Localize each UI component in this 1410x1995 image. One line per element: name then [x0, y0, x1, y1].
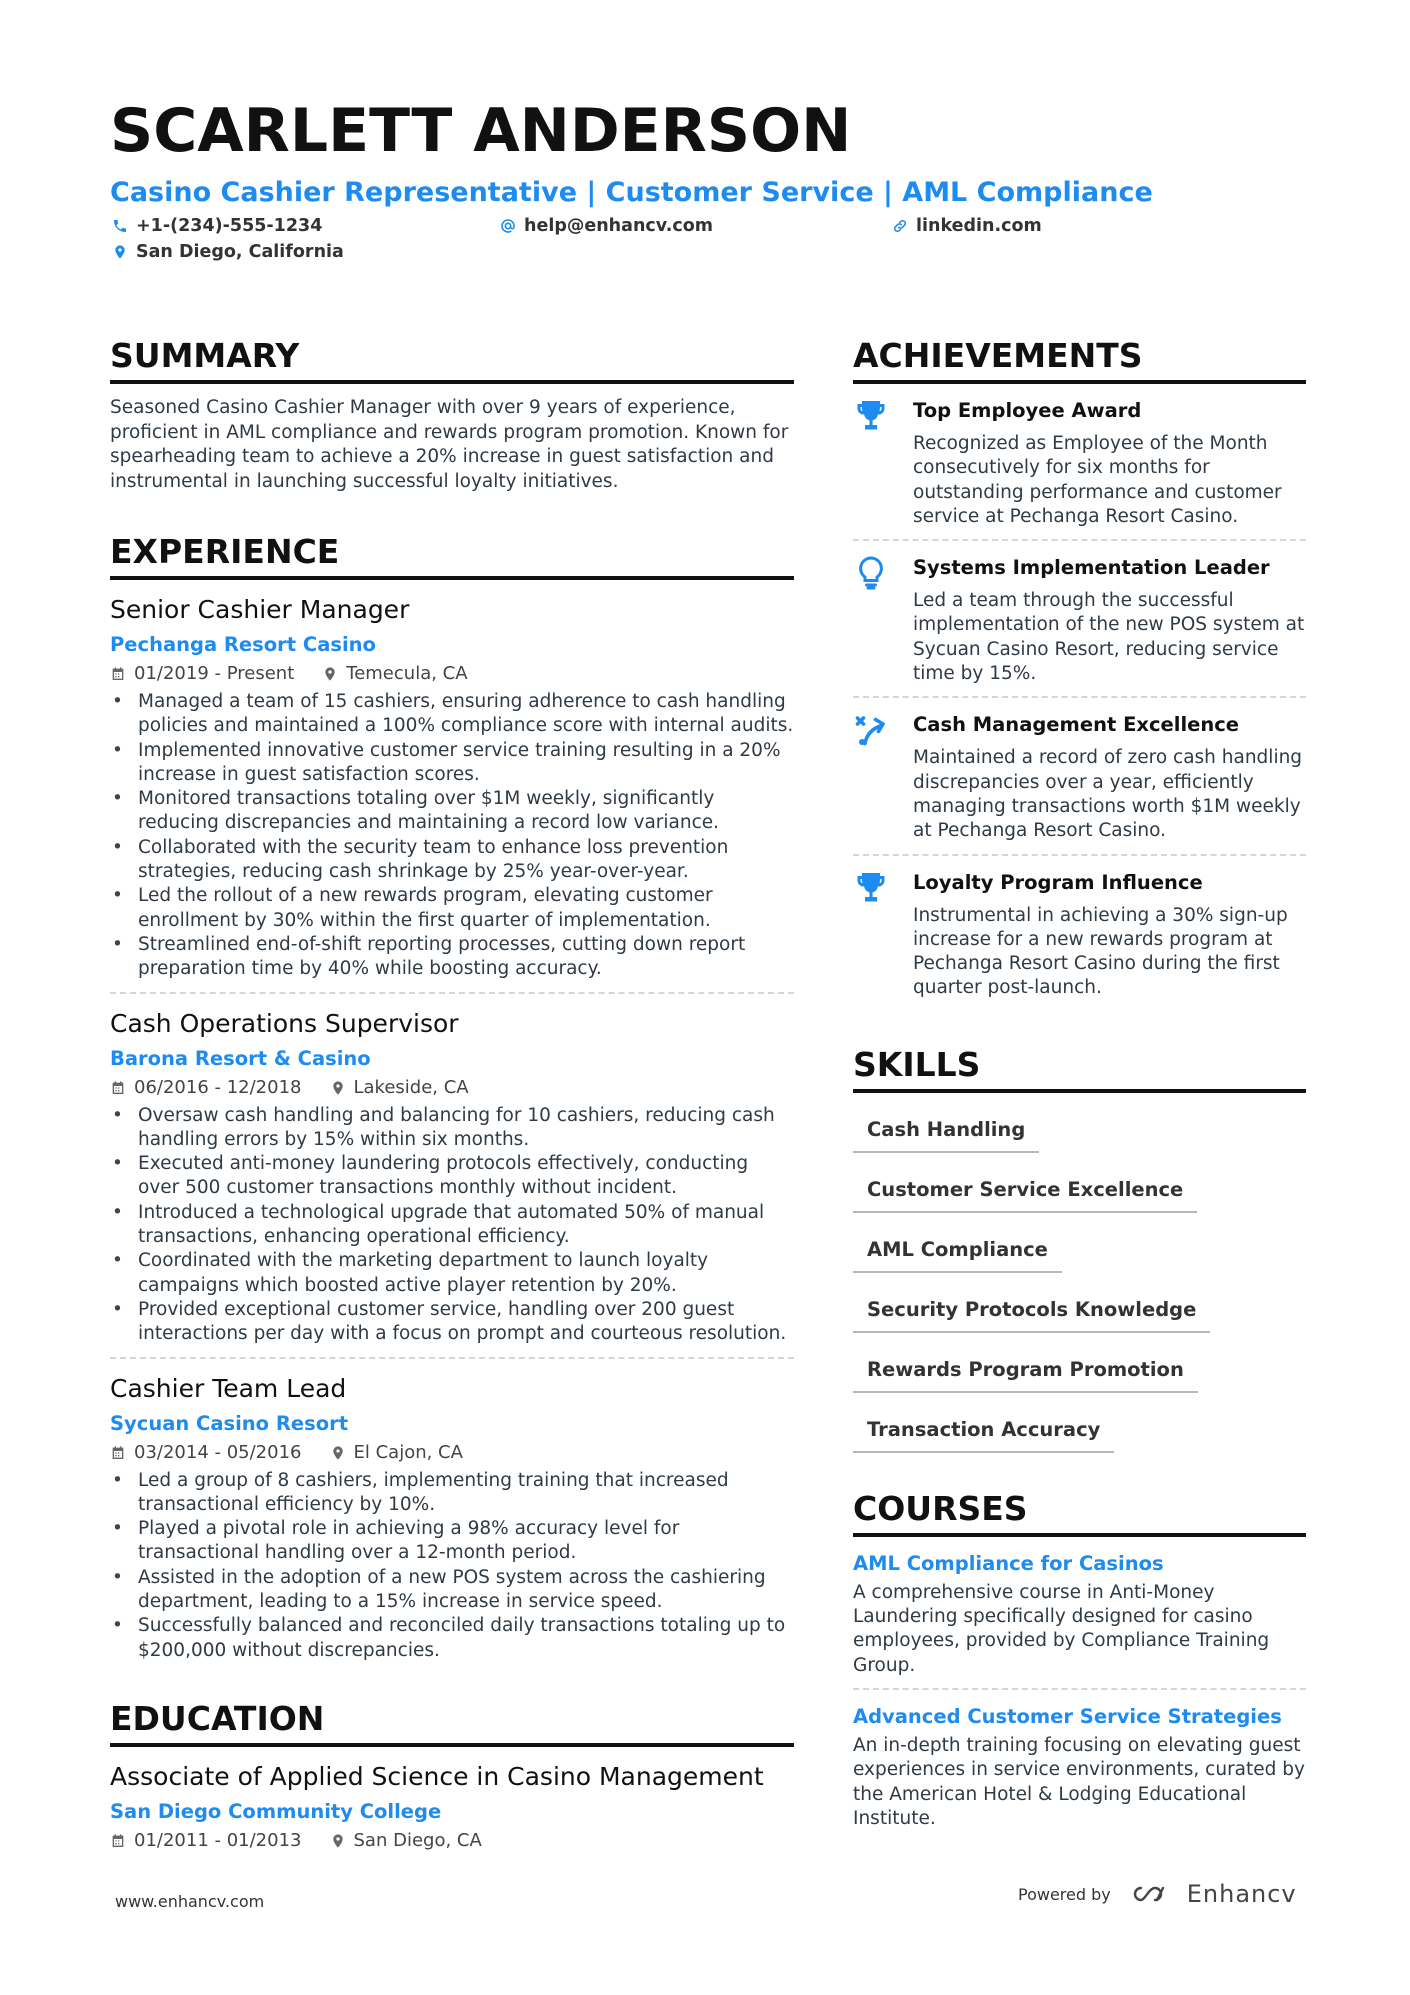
enhancv-logo-icon — [1127, 1882, 1171, 1906]
experience-entry — [110, 1373, 794, 1663]
skill-tag: Cash Handling — [853, 1109, 1039, 1153]
bullet-item: • Introduced a technological upgrade that automated 50% of manual transactions, enhancing operational efficiency. — [110, 1201, 794, 1250]
job-location: Lakeside, CA — [353, 1076, 469, 1098]
contact-linkedin[interactable] — [892, 216, 1042, 236]
job-meta — [110, 662, 794, 686]
calendar-icon — [110, 1833, 126, 1849]
achievement-item — [853, 698, 1306, 853]
skill-tag: Security Protocols Knowledge — [853, 1289, 1210, 1333]
lightbulb-icon — [853, 555, 889, 591]
right-column — [853, 336, 1306, 1831]
education-heading: EDUCATION — [110, 1699, 794, 1747]
phone-icon — [112, 218, 128, 234]
achievement-desc: Recognized as Employee of the Month consecutively for six months for outstanding performance and customer service at Pechanga Resort Casino. — [913, 433, 1282, 527]
summary-text: Seasoned Casino Cashier Manager with over 9 years of experience, proficient in AML compliance and rewards program promotion. Known for spearheading team to achieve a 20% increase in guest satisfaction and instrumental in launching successful loyalty initiatives. — [110, 397, 789, 492]
bullet-item: • Oversaw cash handling and balancing for 10 cashiers, reducing cash handling errors by 15% within six months. — [110, 1104, 794, 1153]
entry-divider — [110, 1357, 794, 1359]
education-meta — [110, 1829, 794, 1853]
company-name: Barona Resort & Casino — [110, 1046, 371, 1070]
trophy-icon — [853, 398, 889, 434]
job-bullets — [110, 690, 794, 982]
email-text: help@enhancv.com — [524, 216, 714, 236]
job-bullets — [110, 1104, 794, 1347]
linkedin-text: linkedin.com — [916, 216, 1042, 236]
entry-divider — [110, 992, 794, 994]
course-desc: An in-depth training focusing on elevating guest experiences in service environments, curated by the American Hotel & Lodging Educational Institute. — [853, 1734, 1305, 1829]
course-title: Advanced Customer Service Strategies — [853, 1704, 1282, 1728]
bullet-item: • Coordinated with the marketing department to launch loyalty campaigns which boosted active player retention by 20%. — [110, 1249, 794, 1298]
achievement-item — [853, 541, 1306, 696]
job-location: Temecula, CA — [346, 663, 468, 684]
course-item — [853, 1704, 1306, 1831]
job-title: Senior Cashier Manager — [110, 595, 410, 624]
bullet-item: • Monitored transactions totaling over $1M weekly, significantly reducing discrepancies and maintaining a record low variance. — [110, 787, 794, 836]
candidate-name: SCARLETT ANDERSON — [110, 96, 852, 166]
school-name: San Diego Community College — [110, 1799, 442, 1823]
contact-info — [110, 212, 1306, 266]
company-name: Pechanga Resort Casino — [110, 633, 376, 656]
course-item — [853, 1551, 1306, 1678]
bullet-item: • Implemented innovative customer service training resulting in a 20% increase in guest satisfaction scores. — [110, 739, 794, 788]
calendar-icon — [110, 1080, 126, 1096]
skill-tag: AML Compliance — [853, 1229, 1062, 1273]
achievement-desc: Maintained a record of zero cash handling discrepancies over a year, efficiently managing transactions worth $1M weekly at Pechanga Resort Casino. — [913, 747, 1303, 842]
skill-tag: Transaction Accuracy — [853, 1409, 1114, 1453]
bullet-item: • Streamlined end-of-shift reporting processes, cutting down report preparation time by 40% while boosting accuracy. — [110, 933, 794, 982]
skills-list — [853, 1101, 1306, 1453]
location-pin-icon — [330, 1080, 346, 1096]
footer-website[interactable]: www.enhancv.com — [115, 1892, 265, 1911]
location-pin-icon — [330, 1833, 346, 1849]
job-dates: 03/2014 - 05/2016 — [134, 1441, 302, 1463]
course-desc: A comprehensive course in Anti-Money Laundering specifically designed for casino employees, provided by Compliance Training Group. — [853, 1581, 1270, 1676]
calendar-icon — [110, 666, 126, 682]
bullet-item: • Managed a team of 15 cashiers, ensuring adherence to cash handling policies and maintained a 100% compliance score with internal audits. — [110, 690, 794, 739]
course-divider — [853, 1688, 1306, 1690]
bullet-item: • Led the rollout of a new rewards program, elevating customer enrollment by 30% within the first quarter of implementation. — [110, 884, 794, 933]
job-title: Cash Operations Supervisor — [110, 1008, 459, 1038]
education-dates: 01/2011 - 01/2013 — [134, 1829, 302, 1851]
education-entry — [110, 1761, 794, 1853]
experience-entry — [110, 594, 794, 994]
bullet-item: • Executed anti-money laundering protocols effectively, conducting over 500 customer transactions monthly without incident. — [110, 1152, 794, 1201]
resume-page — [110, 96, 1306, 1851]
skill-tag: Rewards Program Promotion — [853, 1349, 1198, 1393]
job-title: Cashier Team Lead — [110, 1373, 347, 1403]
job-location: El Cajon, CA — [353, 1441, 463, 1463]
location-pin-icon — [112, 244, 128, 260]
job-bullets — [110, 1469, 794, 1663]
contact-email[interactable] — [500, 216, 713, 236]
contact-location — [112, 242, 344, 262]
skills-heading: SKILLS — [853, 1045, 1306, 1093]
achievement-desc: Led a team through the successful implementation of the new POS system at Sycuan Casino Resort, reducing service time by 15%. — [913, 590, 1305, 685]
achievements-heading: ACHIEVEMENTS — [853, 336, 1306, 384]
achievement-desc: Instrumental in achieving a 30% sign-up increase for a new rewards program at Pechanga Resort Casino during the first quarter post-launch. — [913, 904, 1288, 999]
achievement-title: Systems Implementation Leader — [913, 556, 1270, 580]
candidate-title: Casino Cashier Representative | Customer Service | AML Compliance — [110, 177, 1153, 208]
education-location: San Diego, CA — [353, 1829, 482, 1851]
achievement-title: Top Employee Award — [913, 399, 1142, 422]
achievement-item — [853, 856, 1306, 1011]
location-pin-icon — [330, 1445, 346, 1461]
phone-text: +1-(234)-555-1234 — [136, 216, 323, 236]
courses-heading: COURSES — [853, 1489, 1306, 1537]
achievement-title: Loyalty Program Influence — [913, 870, 1203, 894]
strategy-icon — [853, 712, 889, 748]
bullet-item: • Collaborated with the security team to enhance loss prevention strategies, reducing cash shrinkage by 25% year-over-year. — [110, 836, 794, 885]
bullet-item: • Assisted in the adoption of a new POS system across the cashiering department, leading to a 15% increase in service speed. — [110, 1566, 794, 1615]
job-meta — [110, 1076, 794, 1100]
bullet-item: • Led a group of 8 cashiers, implementing training that increased transactional efficiency by 10%. — [110, 1469, 794, 1518]
achievement-title: Cash Management Excellence — [913, 713, 1240, 737]
link-icon — [892, 218, 908, 234]
achievement-item — [853, 384, 1306, 539]
footer-branding — [1018, 1880, 1297, 1908]
summary-heading: SUMMARY — [110, 336, 794, 384]
calendar-icon — [110, 1445, 126, 1461]
job-dates: 06/2016 - 12/2018 — [134, 1076, 302, 1098]
experience-entry — [110, 1008, 794, 1359]
brand-name: Enhancv — [1186, 1880, 1297, 1908]
job-dates: 01/2019 - Present — [134, 663, 295, 684]
trophy-icon — [853, 870, 889, 906]
location-pin-icon — [322, 666, 338, 682]
skill-tag: Customer Service Excellence — [853, 1169, 1197, 1213]
location-text: San Diego, California — [136, 242, 344, 262]
powered-by-text: Powered by — [1018, 1884, 1111, 1904]
job-meta — [110, 1441, 794, 1465]
at-icon — [500, 218, 516, 234]
experience-heading: EXPERIENCE — [110, 532, 794, 580]
degree-title: Associate of Applied Science in Casino Management — [110, 1761, 764, 1791]
bullet-item: • Successfully balanced and reconciled daily transactions totaling up to $200,000 without discrepancies. — [110, 1614, 794, 1663]
bullet-item: • Provided exceptional customer service, handling over 200 guest interactions per day with a focus on prompt and courteous resolution. — [110, 1298, 794, 1347]
bullet-item: • Played a pivotal role in achieving a 98% accuracy level for transactional handling over a 12-month period. — [110, 1517, 794, 1566]
company-name: Sycuan Casino Resort — [110, 1411, 349, 1435]
course-title: AML Compliance for Casinos — [853, 1551, 1164, 1575]
contact-phone[interactable] — [112, 216, 322, 236]
left-column — [110, 336, 794, 1853]
